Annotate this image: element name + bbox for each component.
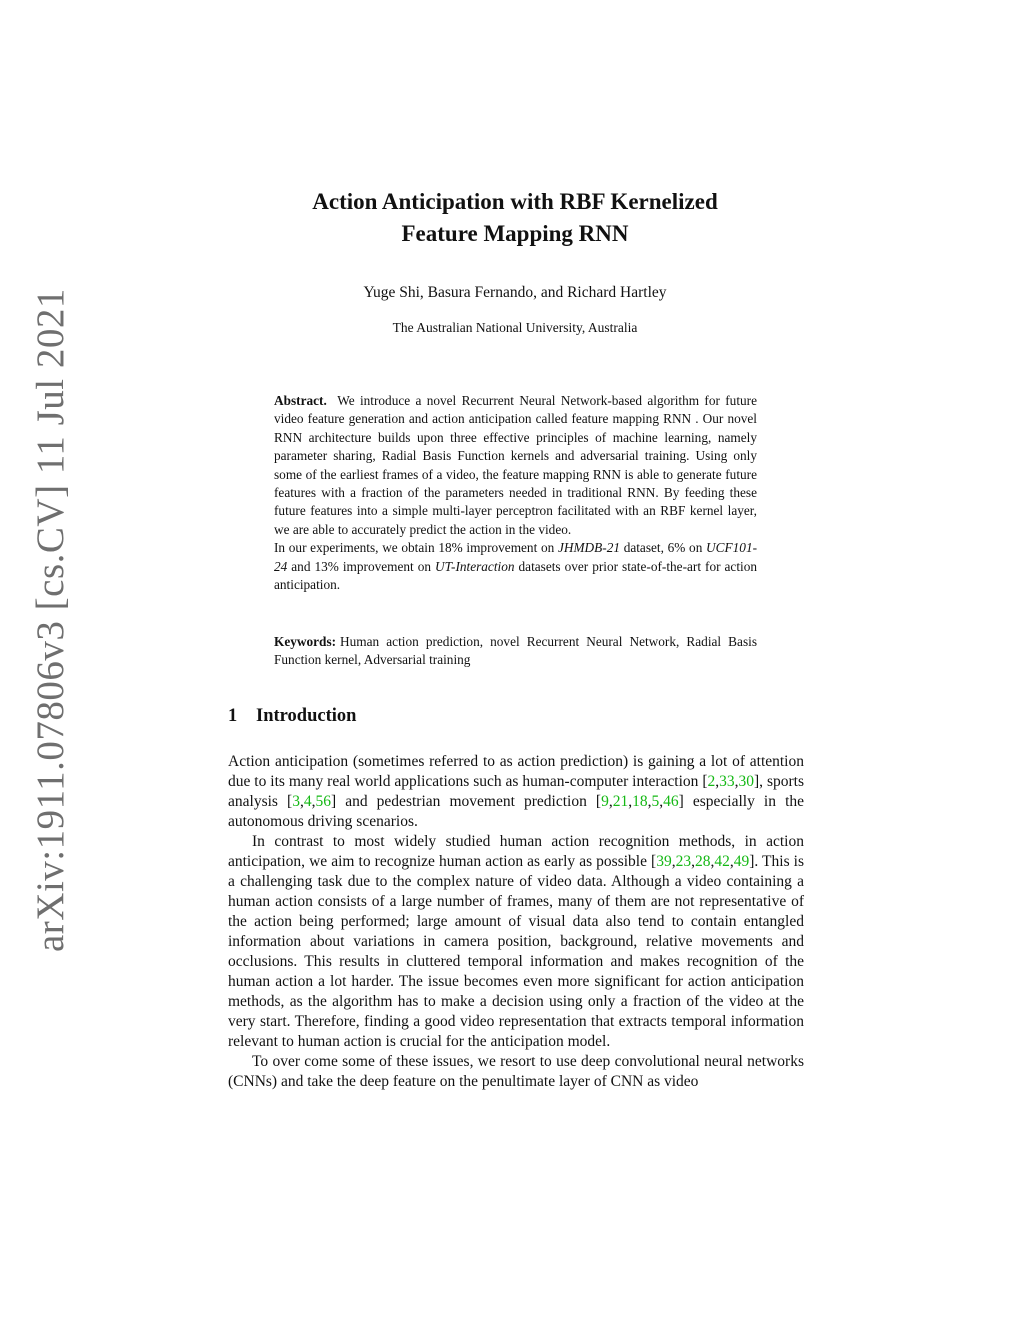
abstract-text-2b: dataset, 6% on [620, 540, 707, 556]
p1-text-2: ], sports analysis [ [228, 773, 804, 810]
citation-link[interactable]: 46 [663, 793, 679, 810]
p1-text-4: ] especially in the autonomous driving scenarios. [228, 793, 804, 830]
dataset-ucf: UCF101-24 [274, 540, 758, 574]
abstract-text-2c: and 13% improvement on [287, 558, 435, 574]
citation-link[interactable]: 3 [292, 793, 300, 810]
p1-text-3: ] and pedestrian movement prediction [ [330, 793, 602, 810]
citation-link[interactable]: 33 [719, 773, 735, 790]
citation-link[interactable]: 23 [675, 853, 692, 870]
abstract-label: Abstract. [274, 393, 327, 408]
paragraph-3: To over come some of these issues, we resort to use deep convolutional neural networks (CNNs) and take the deep feature on the penultimate layer of CNN as video [228, 1053, 804, 1090]
p2-text-2: ]. This is a challenging task due to the complex nature of video data. Although a video containing a human action consists of a large number of frames, many of them are not representative of the action being performed; large amount of visual data also tend to contain entangled information about variations in camera position, background, relative movements and occlusions. This results in cluttered temporal information and makes recognition of the human action a lot harder. The issue becomes even more significant for action anticipation methods, as the algorithm has to make a decision using only a fraction of the video at the very start. Therefore, finding a good video representation that extracts temporal information relevant to human action is crucial for the anticipation model. [228, 853, 805, 1050]
p1-text-1: Action anticipation (sometimes referred to as action prediction) is gaining a lot of attention due to its many real world applications such as human-computer interaction [ [228, 753, 804, 790]
section-number: 1 [228, 706, 238, 726]
citation-link[interactable]: 39 [656, 853, 672, 870]
title-line-2: Feature Mapping RNN [401, 221, 629, 246]
abstract-paragraph-2 [274, 539, 757, 594]
keywords-text: Human action prediction, novel Recurrent Neural Network, Radial Basis Function kernel, Adversarial training [274, 634, 757, 668]
paragraph-2: In contrast to most widely studied human action recognition methods, in action anticipation, we aim to recognize human action as early as possible [39,23,28,42,49]. This is a challenging task due to the complex nature of video data. Although a video containing a human action consists of a large number of frames, many of them are not representative of the action being performed; large amount of visual data also tend to contain entangled information about variations in camera position, background, relative movements and occlusions. This results in cluttered temporal information and makes recognition of the human action a lot harder. The issue becomes even more significant for action anticipation methods, as the algorithm has to make a decision using only a fraction of the video at the very start. Therefore, finding a good video representation that extracts temporal information relevant to human action is crucial for the anticipation model. [228, 833, 805, 1050]
citation-link[interactable]: 49 [733, 853, 750, 870]
citation-link[interactable]: 21 [612, 793, 629, 810]
citation-link[interactable]: 42 [714, 853, 730, 870]
affiliation: The Australian National University, Australia [392, 320, 638, 335]
citation-link[interactable]: 9 [601, 793, 609, 810]
paper-title [200, 186, 830, 250]
introduction-body [228, 752, 804, 1092]
author-list: Yuge Shi, Basura Fernando, and Richard Hartley [363, 284, 667, 301]
dataset-ut: UT-Interaction [435, 558, 515, 574]
dataset-jhmdb: JHMDB-21 [557, 540, 620, 556]
p2-text-1: In contrast to most widely studied human action recognition methods, in action anticipation, we aim to recognize human action as early as possible [ [228, 833, 804, 870]
abstract-text: We introduce a novel Recurrent Neural Network-based algorithm for future video feature generation and action anticipation called feature mapping RNN . Our novel RNN architecture builds upon three effective principles of machine learning, namely parameter sharing, Radial Basis Function kernels and adversarial training. Using only some of the earliest frames of a video, the feature mapping RNN is able to generate future features with a fraction of the parameters needed in traditional RNN. By feeding these future features into a simple multi-layer perceptron facilitated with an RBF kernel layer, we are able to accurately predict the action in the video. [274, 393, 757, 537]
abstract [274, 392, 757, 594]
section-heading [228, 706, 356, 727]
citation-link[interactable]: 30 [738, 773, 754, 790]
abstract-paragraph-1 [274, 392, 757, 539]
arxiv-identifier: arXiv:1911.07806v3 [cs.CV] 11 Jul 2021 [29, 288, 72, 952]
citation-link[interactable]: 4 [303, 793, 312, 810]
citation-link[interactable]: 2 [707, 773, 716, 790]
section-title: Introduction [256, 706, 357, 726]
keywords-label: Keywords: [274, 634, 337, 649]
abstract-text-2d: datasets over prior state-of-the-art for action anticipation. [274, 558, 758, 593]
citation-link[interactable]: 28 [694, 853, 711, 870]
citation-link[interactable]: 5 [651, 793, 660, 810]
citation-link[interactable]: 18 [632, 793, 648, 810]
title-line-1: Action Anticipation with RBF Kernelized [312, 189, 718, 214]
paragraph-1: Action anticipation (sometimes referred to as action prediction) is gaining a lot of attention due to its many real world applications such as human-computer interaction [2,33,30], sports analysis [3,4,56] and pedestrian movement prediction [9,21,18,5,46] especially in the autonomous driving scenarios. [228, 753, 804, 830]
abstract-text-2a: In our experiments, we obtain 18% improvement on [274, 540, 558, 556]
keywords [274, 633, 757, 670]
citation-link[interactable]: 56 [315, 793, 331, 810]
